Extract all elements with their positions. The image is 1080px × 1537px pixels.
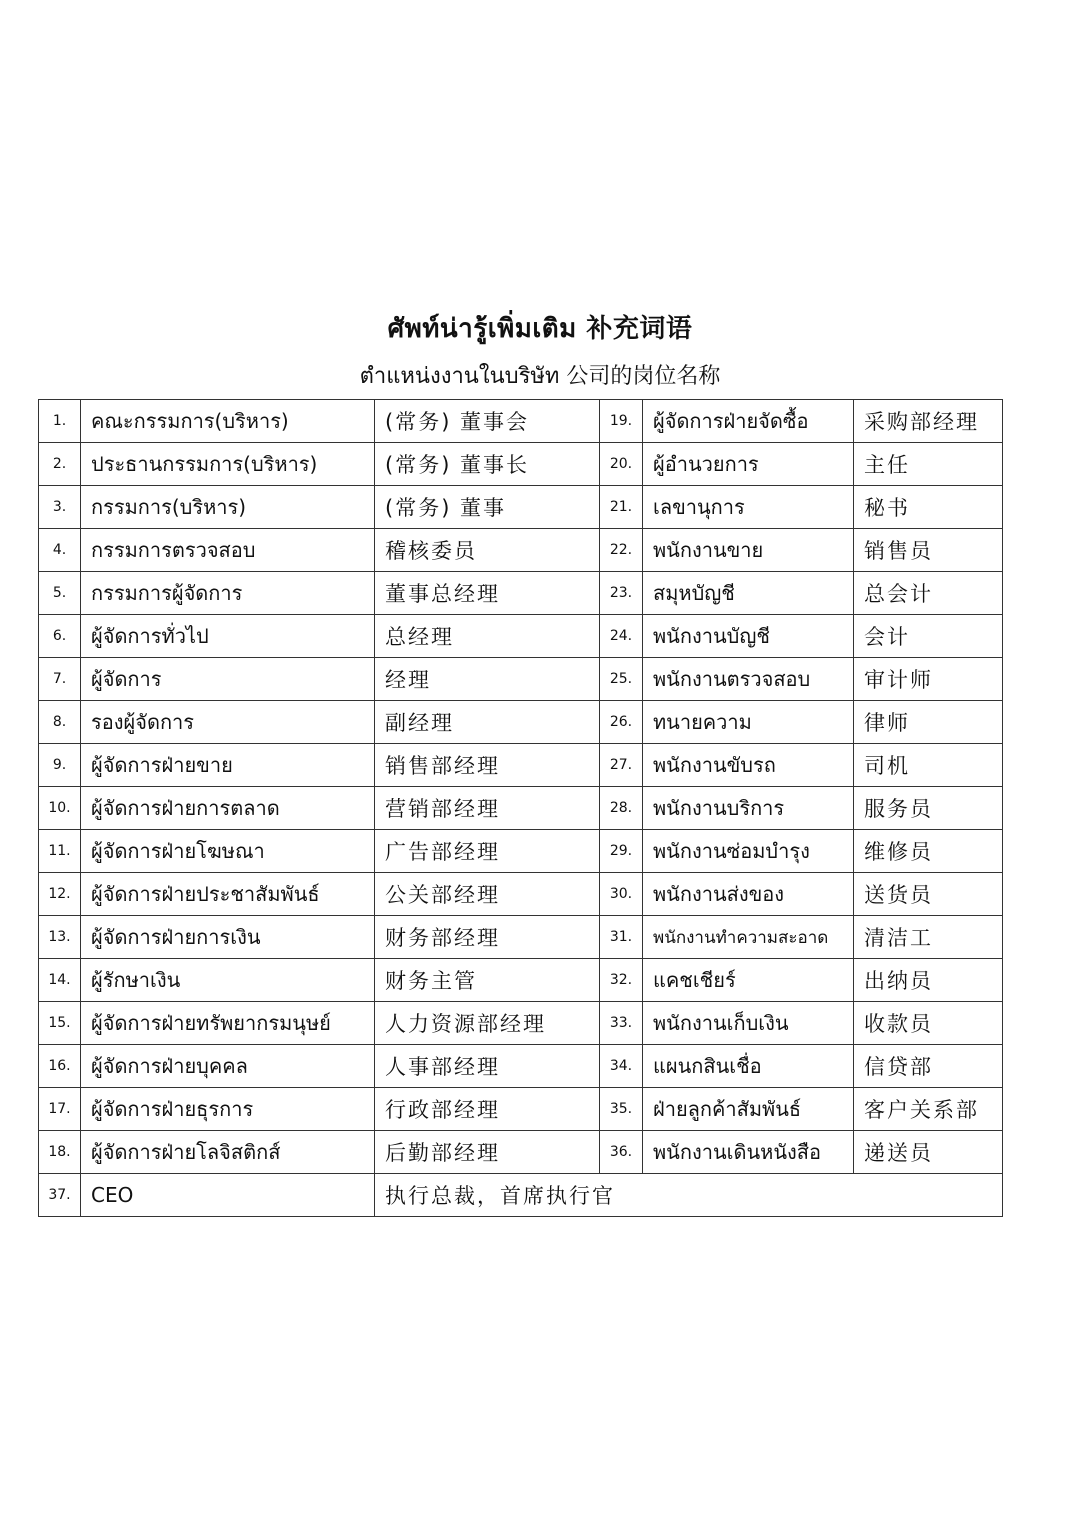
chinese-term: 清洁工 (854, 916, 1003, 959)
row-number: 1. (39, 400, 81, 443)
row-number: 6. (39, 615, 81, 658)
row-number: 32. (600, 959, 643, 1002)
thai-term: ผู้จัดการฝ่ายโลจิสติกส์ (81, 1131, 375, 1174)
thai-term: พนักงานขับรถ (643, 744, 854, 787)
chinese-term: 销售部经理 (375, 744, 600, 787)
table-row (39, 572, 1003, 615)
chinese-term: 主任 (854, 443, 1003, 486)
thai-term: สมุหบัญชี (643, 572, 854, 615)
table-row (39, 701, 1003, 744)
chinese-term: 审计师 (854, 658, 1003, 701)
row-number: 3. (39, 486, 81, 529)
row-number: 30. (600, 873, 643, 916)
chinese-term: 出纳员 (854, 959, 1003, 1002)
chinese-term: (常务) 董事 (375, 486, 600, 529)
chinese-term: 信贷部 (854, 1045, 1003, 1088)
chinese-term: 人事部经理 (375, 1045, 600, 1088)
chinese-term: 送货员 (854, 873, 1003, 916)
chinese-term: 收款员 (854, 1002, 1003, 1045)
row-number: 2. (39, 443, 81, 486)
chinese-term: (常务) 董事会 (375, 400, 600, 443)
thai-term: ผู้จัดการทั่วไป (81, 615, 375, 658)
thai-term: แผนกสินเชื่อ (643, 1045, 854, 1088)
thai-term: ผู้จัดการฝ่ายบุคคล (81, 1045, 375, 1088)
row-number: 33. (600, 1002, 643, 1045)
thai-term: ผู้อำนวยการ (643, 443, 854, 486)
row-number: 13. (39, 916, 81, 959)
thai-term: พนักงานบริการ (643, 787, 854, 830)
thai-term: คณะกรรมการ(บริหาร) (81, 400, 375, 443)
table-row (39, 400, 1003, 443)
chinese-term: 服务员 (854, 787, 1003, 830)
table-row (39, 959, 1003, 1002)
row-number: 17. (39, 1088, 81, 1131)
thai-term: ผู้จัดการฝ่ายโฆษณา (81, 830, 375, 873)
chinese-term: 营销部经理 (375, 787, 600, 830)
thai-term: กรรมการตรวจสอบ (81, 529, 375, 572)
thai-term: ผู้จัดการ (81, 658, 375, 701)
chinese-term: 客户关系部 (854, 1088, 1003, 1131)
row-number: 20. (600, 443, 643, 486)
table-row (39, 830, 1003, 873)
table-row (39, 787, 1003, 830)
row-number: 11. (39, 830, 81, 873)
thai-term: พนักงานบัญชี (643, 615, 854, 658)
thai-term: พนักงานซ่อมบำรุง (643, 830, 854, 873)
chinese-term: 副经理 (375, 701, 600, 744)
chinese-term: 销售员 (854, 529, 1003, 572)
row-number: 4. (39, 529, 81, 572)
thai-term: ผู้จัดการฝ่ายจัดซื้อ (643, 400, 854, 443)
chinese-term: (常务) 董事长 (375, 443, 600, 486)
table-row (39, 529, 1003, 572)
thai-term: พนักงานขาย (643, 529, 854, 572)
chinese-term: 财务部经理 (375, 916, 600, 959)
chinese-term: 递送员 (854, 1131, 1003, 1174)
row-number: 27. (600, 744, 643, 787)
vocabulary-table (38, 399, 1003, 1217)
row-number: 7. (39, 658, 81, 701)
row-number: 28. (600, 787, 643, 830)
vocabulary-table-body (39, 400, 1003, 1217)
thai-term: ผู้จัดการฝ่ายขาย (81, 744, 375, 787)
table-row (39, 744, 1003, 787)
row-number: 34. (600, 1045, 643, 1088)
thai-term: กรรมการ(บริหาร) (81, 486, 375, 529)
thai-term: พนักงานส่งของ (643, 873, 854, 916)
thai-term: แคชเชียร์ (643, 959, 854, 1002)
chinese-term: 执行总裁，首席执行官 (375, 1174, 1003, 1217)
thai-term: พนักงานทำความสะอาด (643, 916, 854, 959)
row-number: 31. (600, 916, 643, 959)
thai-term: ทนายความ (643, 701, 854, 744)
thai-term: ผู้จัดการฝ่ายประชาสัมพันธ์ (81, 873, 375, 916)
table-row (39, 1131, 1003, 1174)
row-number: 15. (39, 1002, 81, 1045)
table-row (39, 615, 1003, 658)
row-number: 9. (39, 744, 81, 787)
table-row (39, 916, 1003, 959)
row-number: 10. (39, 787, 81, 830)
table-row (39, 658, 1003, 701)
table-row (39, 873, 1003, 916)
chinese-term: 后勤部经理 (375, 1131, 600, 1174)
chinese-term: 律师 (854, 701, 1003, 744)
table-row (39, 443, 1003, 486)
row-number: 25. (600, 658, 643, 701)
chinese-term: 总经理 (375, 615, 600, 658)
table-row-last (39, 1174, 1003, 1217)
thai-term: กรรมการผู้จัดการ (81, 572, 375, 615)
row-number: 5. (39, 572, 81, 615)
table-row (39, 1002, 1003, 1045)
row-number: 14. (39, 959, 81, 1002)
chinese-term: 总会计 (854, 572, 1003, 615)
chinese-term: 董事总经理 (375, 572, 600, 615)
chinese-term: 广告部经理 (375, 830, 600, 873)
chinese-term: 稽核委员 (375, 529, 600, 572)
thai-term: พนักงานตรวจสอบ (643, 658, 854, 701)
page-subtitle: ตำแหน่งงานในบริษัท 公司的岗位名称 (359, 364, 721, 389)
thai-term: CEO (81, 1174, 375, 1217)
chinese-term: 公关部经理 (375, 873, 600, 916)
thai-term: ผู้รักษาเงิน (81, 959, 375, 1002)
chinese-term: 会计 (854, 615, 1003, 658)
chinese-term: 经理 (375, 658, 600, 701)
table-row (39, 486, 1003, 529)
chinese-term: 司机 (854, 744, 1003, 787)
row-number: 16. (39, 1045, 81, 1088)
row-number: 22. (600, 529, 643, 572)
row-number: 19. (600, 400, 643, 443)
thai-term: ผู้จัดการฝ่ายธุรการ (81, 1088, 375, 1131)
thai-term: ประธานกรรมการ(บริหาร) (81, 443, 375, 486)
row-number: 36. (600, 1131, 643, 1174)
thai-term: รองผู้จัดการ (81, 701, 375, 744)
table-row (39, 1045, 1003, 1088)
table-row (39, 1088, 1003, 1131)
thai-term: เลขานุการ (643, 486, 854, 529)
chinese-term: 采购部经理 (854, 400, 1003, 443)
thai-term: ผู้จัดการฝ่ายทรัพยากรมนุษย์ (81, 1002, 375, 1045)
chinese-term: 行政部经理 (375, 1088, 600, 1131)
chinese-term: 财务主管 (375, 959, 600, 1002)
thai-term: ผู้จัดการฝ่ายการตลาด (81, 787, 375, 830)
thai-term: ผู้จัดการฝ่ายการเงิน (81, 916, 375, 959)
page-title: ศัพท์น่ารู้เพิ่มเติม 补充词语 (387, 314, 693, 344)
row-number: 29. (600, 830, 643, 873)
thai-term: พนักงานเดินหนังสือ (643, 1131, 854, 1174)
row-number: 18. (39, 1131, 81, 1174)
row-number: 24. (600, 615, 643, 658)
row-number: 26. (600, 701, 643, 744)
row-number: 8. (39, 701, 81, 744)
thai-term: พนักงานเก็บเงิน (643, 1002, 854, 1045)
row-number: 12. (39, 873, 81, 916)
chinese-term: 维修员 (854, 830, 1003, 873)
chinese-term: 人力资源部经理 (375, 1002, 600, 1045)
chinese-term: 秘书 (854, 486, 1003, 529)
row-number: 23. (600, 572, 643, 615)
row-number: 21. (600, 486, 643, 529)
row-number: 37. (39, 1174, 81, 1217)
row-number: 35. (600, 1088, 643, 1131)
thai-term: ฝ่ายลูกค้าสัมพันธ์ (643, 1088, 854, 1131)
